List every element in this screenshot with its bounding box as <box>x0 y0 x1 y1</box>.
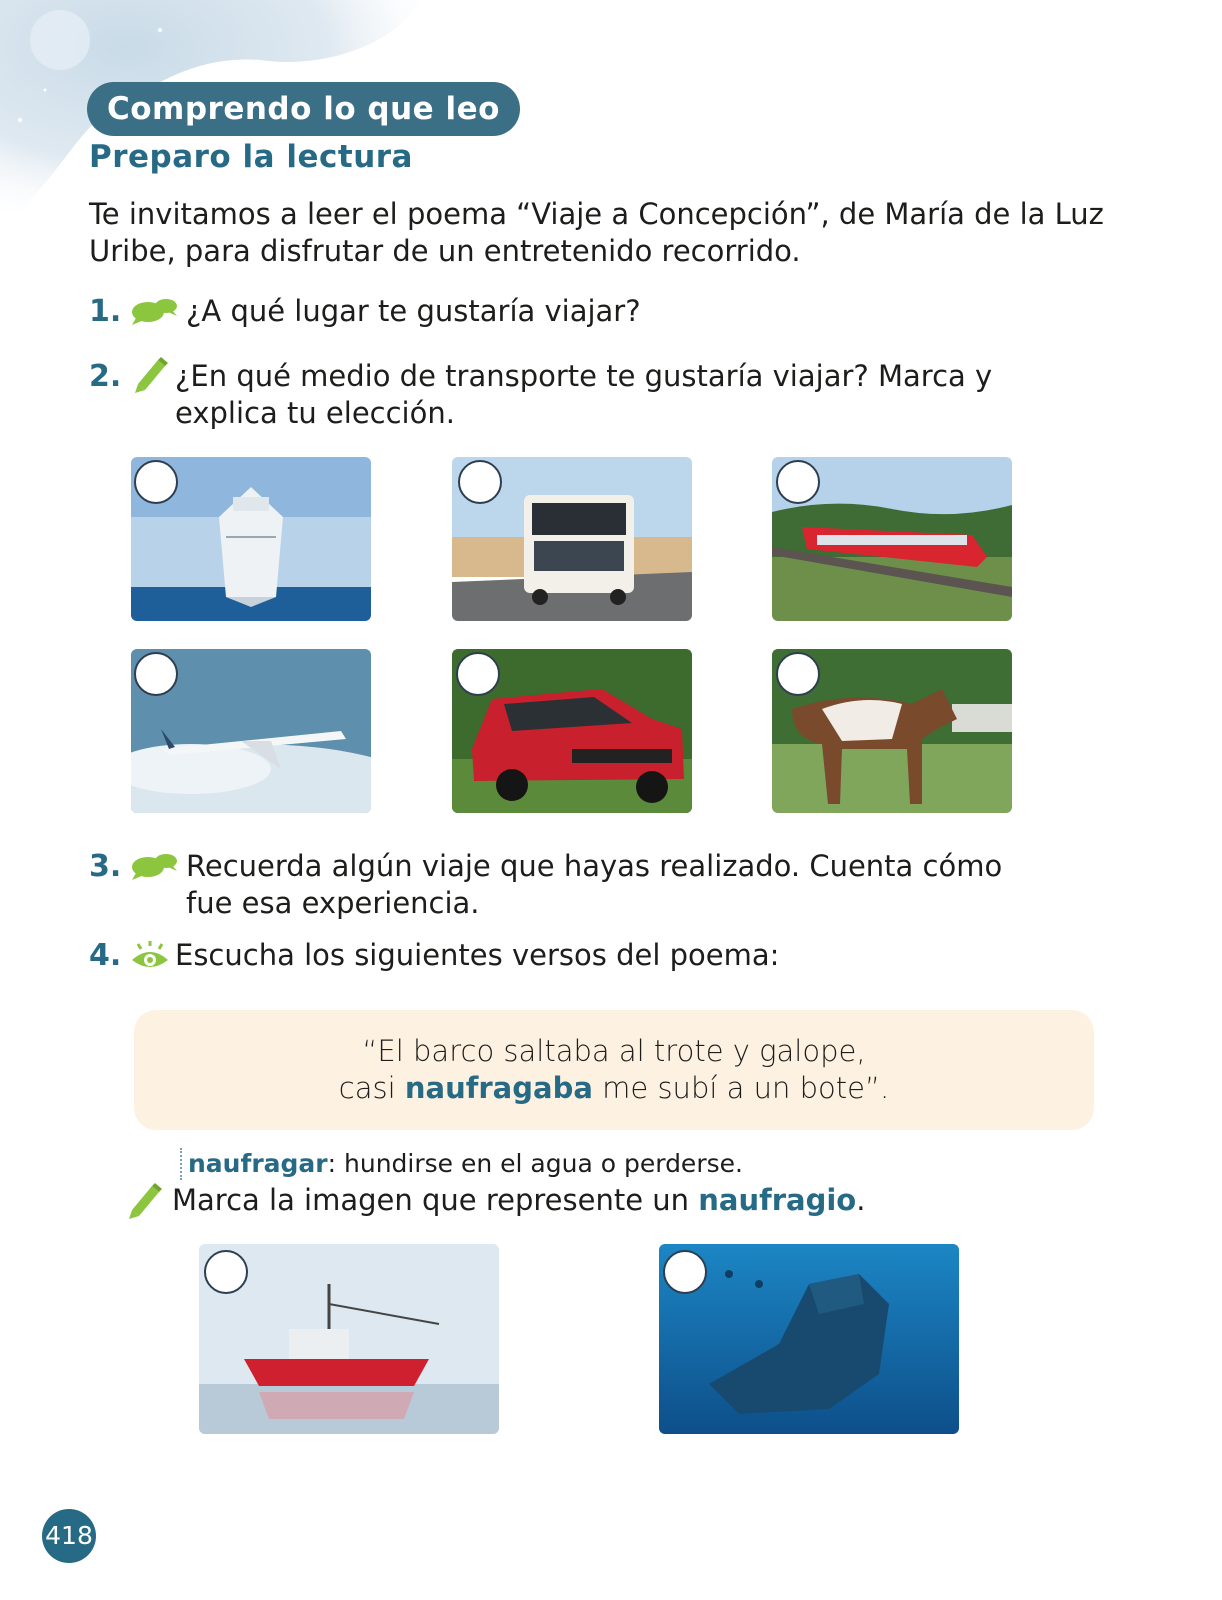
question-1-number: 1. <box>89 294 122 329</box>
car-checkbox[interactable] <box>456 652 500 696</box>
question-1-text: ¿A qué lugar te gustaría viajar? <box>186 294 641 328</box>
question-4-number: 4. <box>89 938 122 973</box>
verse-line-2: casi naufragaba me subí a un bote”. <box>338 1071 890 1105</box>
poem-verse-box <box>134 1010 1094 1130</box>
question-3-text: Recuerda algún viaje que hayas realizado. Cuenta cómo fue esa experiencia. <box>186 849 1003 920</box>
question-3-number: 3. <box>89 849 122 884</box>
eye-icon <box>130 940 170 974</box>
subsection-title: Preparo la lectura <box>89 139 413 175</box>
instruction-text: Marca la imagen que represente un naufragio. <box>172 1183 866 1217</box>
speech-bubbles-icon <box>130 296 178 326</box>
airplane-checkbox[interactable] <box>134 652 178 696</box>
verse-line-1: “El barco saltaba al trote y galope, <box>362 1034 866 1068</box>
instruction-highlight-word: naufragio <box>698 1183 857 1217</box>
horse-checkbox[interactable] <box>776 652 820 696</box>
glossary-note <box>180 1148 743 1180</box>
ship-checkbox[interactable] <box>134 460 178 504</box>
verse-highlight-word: naufragaba <box>404 1071 593 1105</box>
train-checkbox[interactable] <box>776 460 820 504</box>
bus-checkbox[interactable] <box>458 460 502 504</box>
pencil-icon <box>130 354 170 394</box>
shipwreck-checkbox[interactable] <box>663 1250 707 1294</box>
page-number: 418 <box>42 1509 96 1563</box>
question-2-number: 2. <box>89 359 122 394</box>
question-4-text: Escucha los siguientes versos del poema: <box>175 938 780 972</box>
glossary-term: naufragar <box>188 1149 328 1178</box>
pencil-icon <box>124 1180 164 1220</box>
question-2-text: ¿En qué medio de transporte te gustaría viajar? Marca y explica tu elección. <box>175 359 993 430</box>
section-title-pill: Comprendo lo que leo <box>87 82 520 136</box>
glossary-definition: : hundirse en el agua o perderse. <box>327 1149 743 1178</box>
red-boat-checkbox[interactable] <box>204 1250 248 1294</box>
speech-bubbles-icon <box>130 851 178 881</box>
intro-text: Te invitamos a leer el poema “Viaje a Concepción”, de María de la Luz Uribe, para disfrutar de un entretenido recorrido. <box>89 197 1104 268</box>
